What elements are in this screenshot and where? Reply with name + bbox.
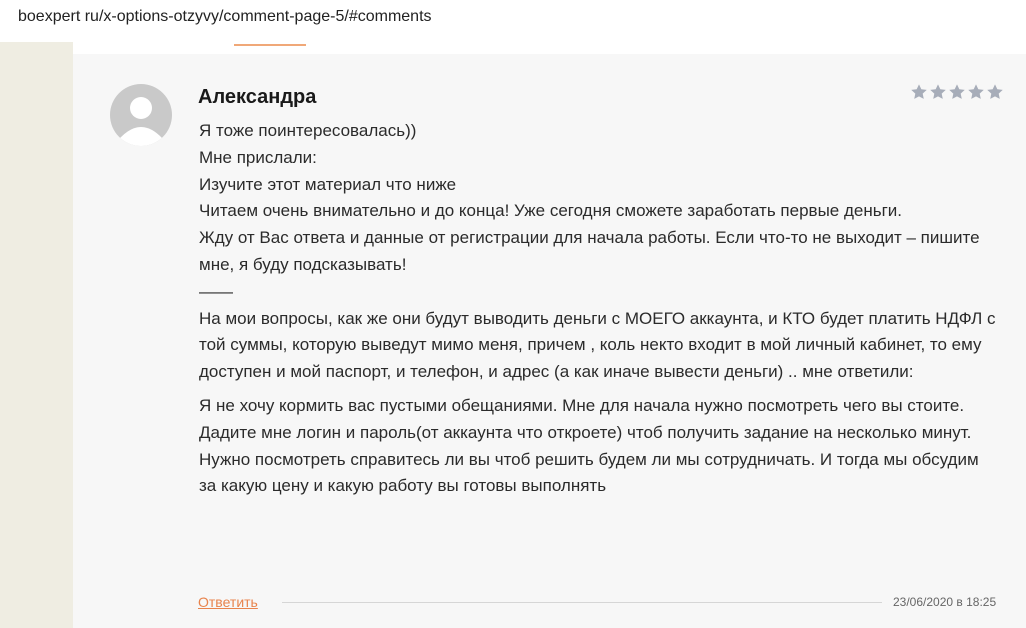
comment-line: Изучите этот материал что ниже — [199, 174, 457, 194]
reply-divider — [282, 602, 882, 603]
star-icon — [986, 83, 1004, 101]
comment-line: Читаем очень внимательно и до конца! Уже сегодня сможете заработать первые деньги. — [199, 201, 903, 221]
comment-body — [199, 118, 999, 500]
comment-author: Александра — [198, 86, 317, 108]
left-gutter — [0, 42, 73, 628]
star-icon — [948, 83, 966, 101]
comment-line: На мои вопросы, как же они будут выводить деньги с МОЕГО аккаунта, и КТО будет платить НДФЛ с той суммы, которую выведут мимо меня, причем , коль некто входит в мой личный кабинет, то ему доступен и мой паспорт, и телефон, и адрес (а как иначе вывести деньги) .. мне ответили: — [199, 308, 996, 382]
comment-line: Я тоже поинтересовалась)) — [199, 121, 417, 140]
star-rating — [910, 83, 1004, 101]
default-user-avatar-icon — [110, 84, 172, 146]
address-bar[interactable] — [0, 0, 1026, 42]
star-icon — [929, 83, 947, 101]
comment-line: Жду от Вас ответа и данные от регистрации для начала работы. Если что-то не выходит – пишите мне, я буду подсказывать! — [199, 228, 980, 274]
url-text[interactable]: boexpert ru/x-options-otzyvy/comment-page-5/#comments — [18, 8, 432, 25]
comment-line: —— — [199, 281, 233, 301]
star-icon — [910, 83, 928, 101]
comment-line: Мне прислали: — [199, 147, 317, 167]
orange-accent-divider — [234, 44, 306, 46]
comment-second-paragraph: Я не хочу кормить вас пустыми обещаниями. Мне для начала нужно посмотреть чего вы стоите. Дадите мне логин и пароль(от аккаунта что откроете) чтоб получить задание на несколько минут. Нужно посмотреть справитесь ли вы чтоб решить будем ли мы сотрудничать. И тогда мы обсудим за какую цену и какую работу вы готовы выполнять — [199, 395, 979, 496]
star-icon — [967, 83, 985, 101]
reply-link[interactable]: Ответить — [198, 594, 258, 610]
comment-date: 23/06/2020 в 18:25 — [893, 595, 997, 609]
